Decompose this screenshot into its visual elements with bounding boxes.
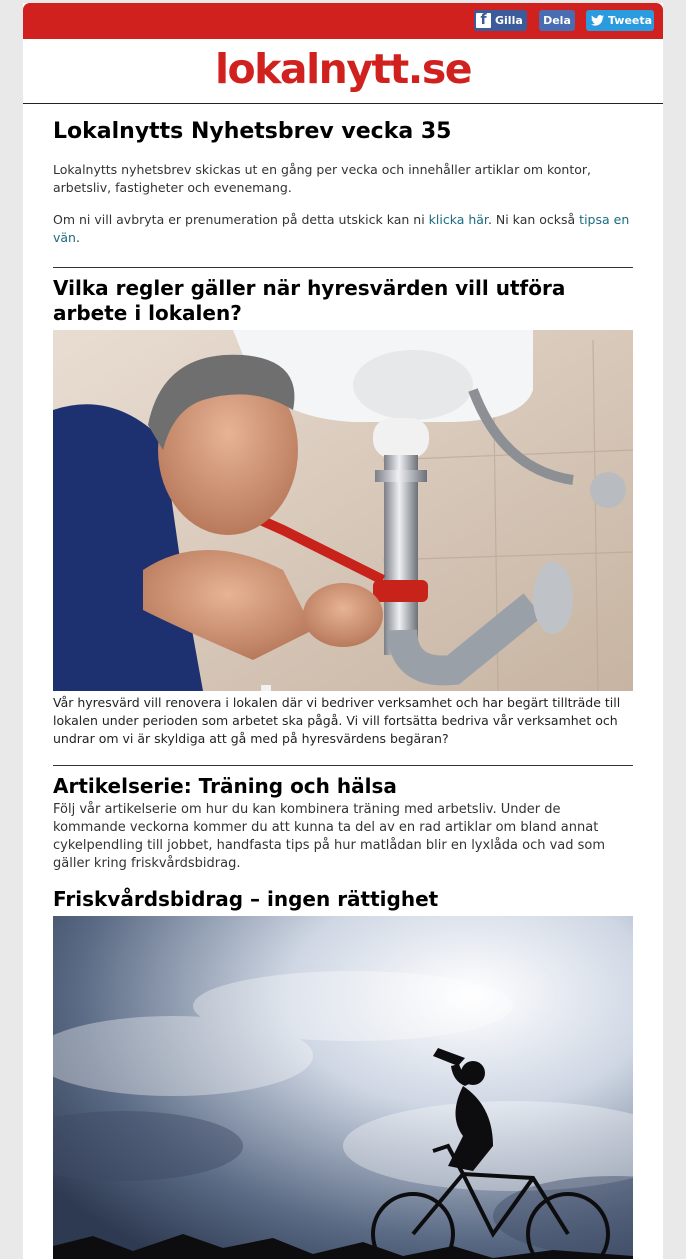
article-text-landlord: Vår hyresvärd vill renovera i lokalen där vi bedriver verksamhet och har begärt tillträde till lokalen under perioden som arbetet ska pågå. Vi vill fortsätta bedriva vår verksamhet och undrar om vi är skyldiga att gå med på hyresvärdens begäran? — [53, 695, 621, 746]
unsubscribe-text-end: . — [75, 230, 80, 245]
share-label: Dela — [543, 14, 571, 27]
article-title-landlord[interactable]: Vilka regler gäller när hyresvärden vill utföra arbete i lokalen? — [53, 276, 566, 325]
unsubscribe-link[interactable]: klicka här — [428, 212, 488, 227]
header — [23, 39, 663, 104]
share-button[interactable] — [539, 10, 575, 31]
site-logo[interactable]: lokalnytt.se — [214, 45, 472, 93]
plumber-photo[interactable] — [53, 330, 633, 691]
tweet-button[interactable] — [586, 10, 654, 31]
unsubscribe-text-middle: . Ni kan också — [487, 212, 580, 227]
series-title[interactable]: Artikelserie: Träning och hälsa — [53, 774, 397, 798]
newsletter-title: Lokalnytts Nyhetsbrev vecka 35 — [53, 119, 452, 144]
facebook-like-label: Gilla — [495, 14, 523, 27]
cyclist-silhouette-photo[interactable] — [53, 916, 633, 1259]
unsubscribe-text — [53, 211, 633, 247]
unsubscribe-text-start: Om ni vill avbryta er prenumeration på detta utskick kan ni — [53, 212, 429, 227]
newsletter-sheet — [23, 3, 663, 1259]
series-text: Följ vår artikelserie om hur du kan kombinera träning med arbetsliv. Under de kommande veckorna kommer du att kunna ta del av en rad artiklar om bland annat cykelpendling till jobbet, handfasta tips på hur matlådan blir en lyxlåda och vad som gäller kring friskvårdsbidrag. — [53, 802, 606, 871]
tip-friend-link[interactable]: tipsa en vän — [53, 212, 630, 245]
article-title-wellness[interactable]: Friskvårdsbidrag – ingen rättighet — [53, 887, 439, 911]
tweet-label: Tweeta — [608, 14, 653, 27]
divider — [53, 267, 633, 268]
newsletter-intro: Lokalnytts nyhetsbrev skickas ut en gång per vecka och innehåller artiklar om kontor, arbetsliv, fastigheter och evenemang. — [53, 162, 592, 195]
twitter-bird-icon — [591, 15, 604, 26]
newsletter-content — [23, 117, 663, 1259]
divider — [53, 765, 633, 766]
share-bar — [23, 3, 663, 39]
facebook-like-button[interactable] — [474, 10, 527, 31]
facebook-f-icon: f — [476, 13, 491, 28]
